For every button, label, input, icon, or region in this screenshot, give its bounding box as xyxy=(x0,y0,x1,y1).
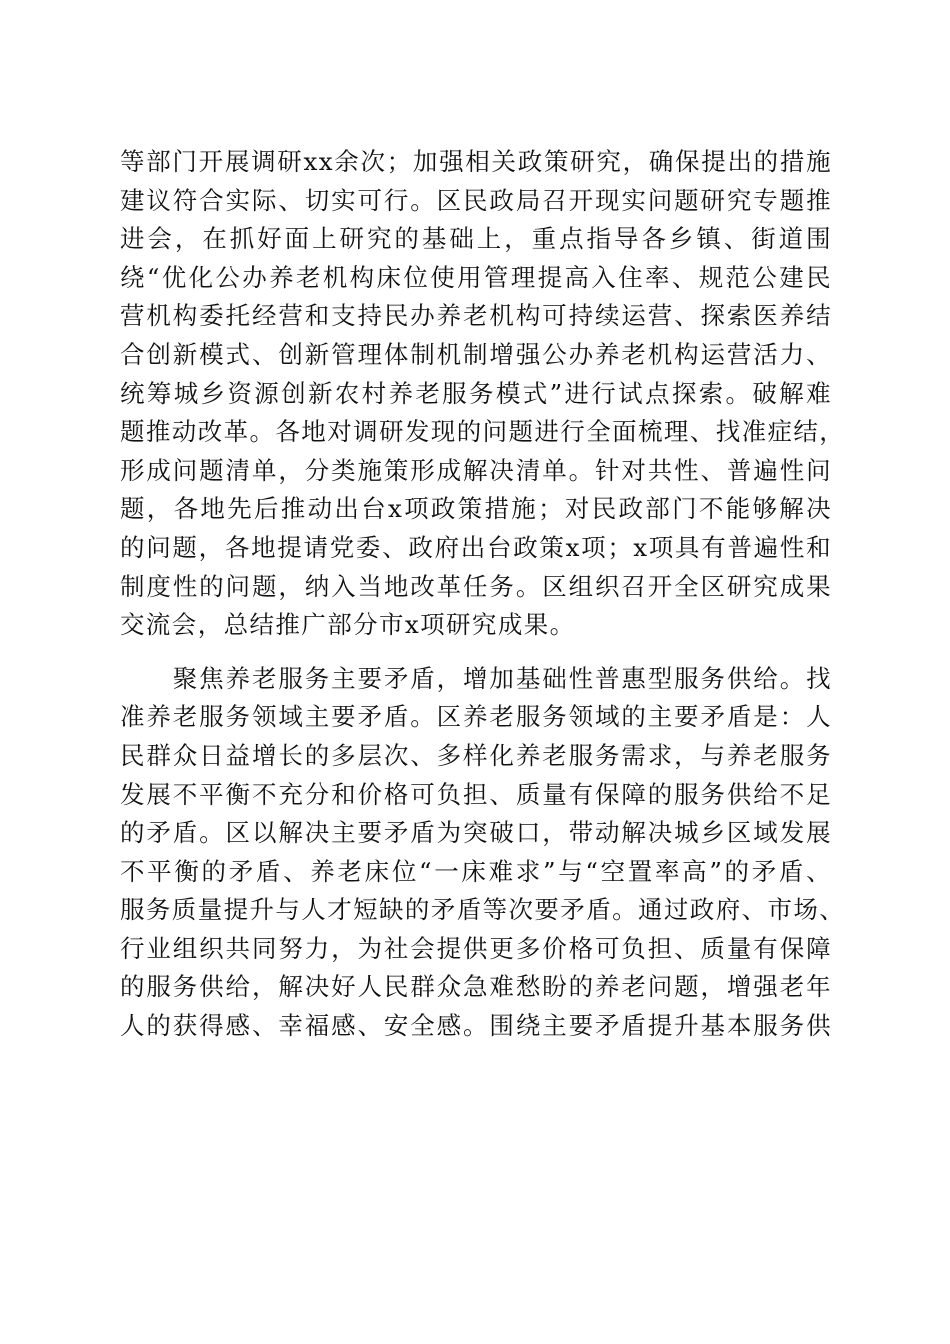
text-line: 营机构委托经营和支持民办养老机构可持续运营、探索医养结 xyxy=(120,301,832,331)
text-line: 形成问题清单，分类施策形成解决清单。针对共性、普遍性问 xyxy=(120,455,832,485)
paragraph-2 xyxy=(120,660,846,1046)
text-line: 交流会，总结推广部分市x项研究成果。 xyxy=(120,610,576,640)
text-line: 统筹城乡资源创新农村养老服务模式”进行试点探索。破解难 xyxy=(120,378,832,408)
text-line: 人的获得感、幸福感、安全感。围绕主要矛盾提升基本服务供 xyxy=(120,1011,832,1041)
body-text xyxy=(120,143,846,1046)
paragraph-gap xyxy=(120,645,832,660)
text-line: 服务质量提升与人才短缺的矛盾等次要矛盾。通过政府、市场、 xyxy=(120,895,846,925)
text-line: 制度性的问题，纳入当地改革任务。区组织召开全区研究成果 xyxy=(120,571,832,601)
text-line: 建议符合实际、切实可行。区民政局召开现实问题研究专题推 xyxy=(120,185,832,215)
text-line: 不平衡的矛盾、养老床位“一床难求”与“空置率高”的矛盾、 xyxy=(120,856,832,886)
text-line: 民群众日益增长的多层次、多样化养老服务需求，与养老服务 xyxy=(120,740,832,770)
text-line: 的问题，各地提请党委、政府出台政策x项；x项具有普遍性和 xyxy=(120,532,832,562)
text-line: 的矛盾。区以解决主要矛盾为突破口，带动解决城乡区域发展 xyxy=(120,818,832,848)
text-line: 等部门开展调研xx余次；加强相关政策研究，确保提出的措施 xyxy=(120,147,832,176)
text-line: 题推动改革。各地对调研发现的问题进行全面梳理、找准症结， xyxy=(120,417,846,447)
text-line: 进会，在抓好面上研究的基础上，重点指导各乡镇、街道围 xyxy=(120,224,832,254)
text-line: 题，各地先后推动出台x项政策措施；对民政部门不能够解决 xyxy=(120,494,832,524)
text-line: 聚焦养老服务主要矛盾，增加基础性普惠型服务供给。找 xyxy=(120,663,832,693)
text-line: 发展不平衡不充分和价格可负担、质量有保障的服务供给不足 xyxy=(120,779,832,809)
text-line: 行业组织共同努力，为社会提供更多价格可负担、质量有保障 xyxy=(120,933,832,963)
paragraph-1 xyxy=(120,143,846,645)
text-line: 绕“优化公办养老机构床位使用管理提高入住率、规范公建民 xyxy=(120,262,832,292)
text-line: 合创新模式、创新管理体制机制增强公办养老机构运营活力、 xyxy=(120,339,832,369)
text-line: 的服务供给，解决好人民群众急难愁盼的养老问题，增强老年 xyxy=(120,972,832,1002)
text-line: 准养老服务领域主要矛盾。区养老服务领域的主要矛盾是：人 xyxy=(120,702,832,732)
